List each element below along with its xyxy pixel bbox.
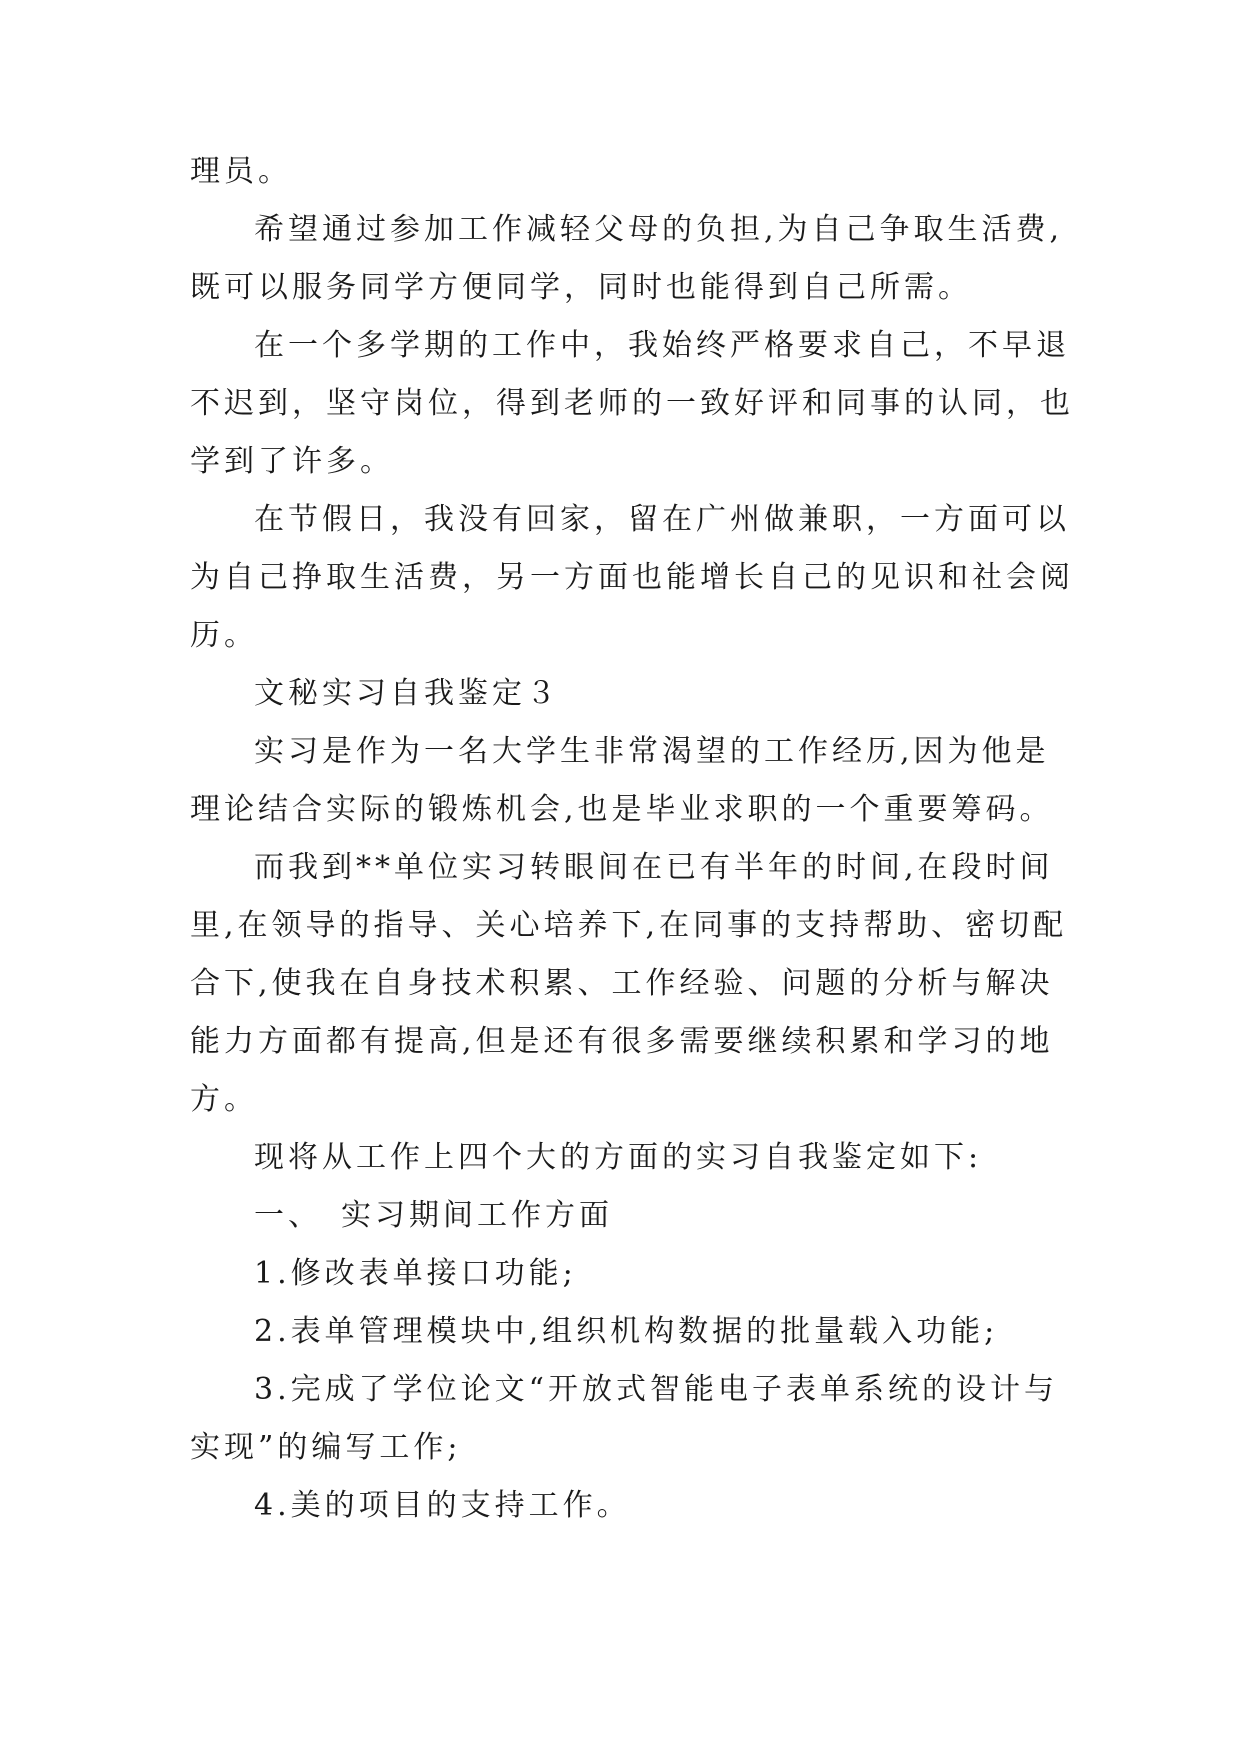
list-item: 2.表单管理模块中,组织机构数据的批量载入功能; [254, 1314, 999, 1349]
text-line: 理论结合实际的锻炼机会,也是毕业求职的一个重要筹码。 [190, 792, 1054, 827]
text-line: 实习是作为一名大学生非常渴望的工作经历,因为他是 [254, 734, 1050, 769]
text-line: 学到了许多。 [190, 444, 394, 479]
text-line: 理员。 [190, 154, 292, 189]
text-line: 方。 [190, 1082, 258, 1117]
list-item: 4.美的项目的支持工作。 [254, 1488, 631, 1523]
text-line: 为自己挣取生活费，另一方面也能增长自己的见识和社会阅 [190, 560, 1074, 595]
text-line: 希望通过参加工作减轻父母的负担,为自己争取生活费, [254, 212, 1064, 247]
text-line: 在节假日，我没有回家，留在广州做兼职，一方面可以 [254, 502, 1070, 537]
text-line: 现将从工作上四个大的方面的实习自我鉴定如下: [254, 1140, 983, 1175]
text-line: 历。 [190, 618, 258, 653]
section-heading: 文秘实习自我鉴定３ [254, 676, 560, 711]
text-line: 而我到**单位实习转眼间在已有半年的时间,在段时间 [254, 850, 1054, 885]
text-line: 能力方面都有提高,但是还有很多需要继续积累和学习的地 [190, 1024, 1054, 1059]
text-line: 在一个多学期的工作中，我始终严格要求自己，不早退 [254, 328, 1070, 363]
list-item-continuation: 实现”的编写工作; [190, 1430, 462, 1465]
text-line: 合下,使我在自身技术积累、工作经验、问题的分析与解决 [190, 966, 1054, 1001]
text-line: 既可以服务同学方便同学，同时也能得到自己所需。 [190, 270, 972, 305]
list-item: 1.修改表单接口功能; [254, 1256, 577, 1291]
text-line: 不迟到，坚守岗位，得到老师的一致好评和同事的认同，也 [190, 386, 1074, 421]
text-line: 里,在领导的指导、关心培养下,在同事的支持帮助、密切配 [190, 908, 1068, 943]
subsection-heading: 一、 实习期间工作方面 [254, 1198, 613, 1233]
list-item: 3.完成了学位论文“开放式智能电子表单系统的设计与 [254, 1372, 1058, 1407]
